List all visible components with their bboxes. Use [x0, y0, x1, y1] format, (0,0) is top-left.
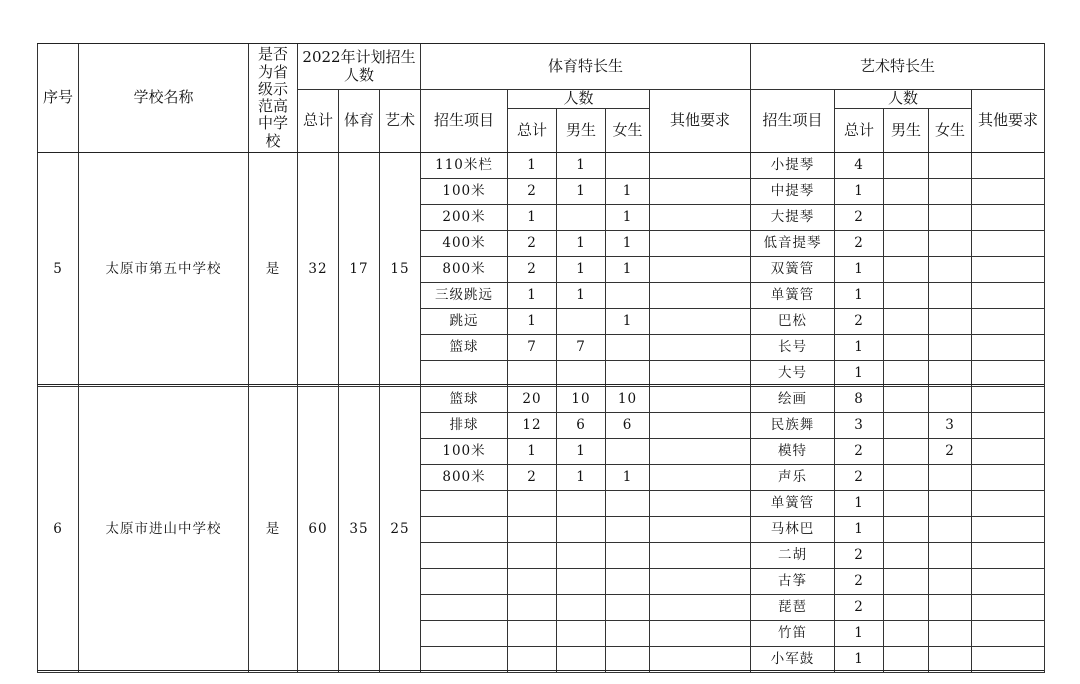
- sports-other-cell: [650, 205, 751, 231]
- sports-male-cell: 1: [557, 257, 606, 283]
- sports-male-cell: [557, 361, 606, 387]
- sports-other-cell: [650, 283, 751, 309]
- sports-other-cell: [650, 465, 751, 491]
- sports-specialty-header: 体育特长生: [421, 44, 751, 90]
- sports-project-cell: 400米: [421, 231, 508, 257]
- art-other-cell: [972, 465, 1045, 491]
- art-headcount-header: 人数: [835, 90, 972, 109]
- sports-male-cell: [557, 543, 606, 569]
- art-total-cell: 2: [835, 595, 884, 621]
- sports-total-cell: 7: [508, 335, 557, 361]
- sports-project-cell: 排球: [421, 413, 508, 439]
- sports-project-cell: 三级跳远: [421, 283, 508, 309]
- sports-female-cell: [606, 361, 650, 387]
- sports-male-cell: [557, 569, 606, 595]
- sports-male-cell: 1: [557, 179, 606, 205]
- sports-female-cell: 6: [606, 413, 650, 439]
- sports-other-cell: [650, 595, 751, 621]
- sports-male-cell: [557, 595, 606, 621]
- art-project-cell: 单簧管: [751, 283, 835, 309]
- sports-female-cell: [606, 647, 650, 673]
- art-male-cell: [884, 647, 929, 673]
- art-other-cell: [972, 595, 1045, 621]
- sports-male-cell: [557, 491, 606, 517]
- art-female-cell: 3: [929, 413, 972, 439]
- art-project-cell: 低音提琴: [751, 231, 835, 257]
- sports-male-cell: [557, 309, 606, 335]
- sports-other-req-header: 其他要求: [650, 90, 751, 153]
- sports-female-cell: [606, 595, 650, 621]
- art-female-cell: [929, 231, 972, 257]
- enrollment-table: [37, 43, 1045, 673]
- art-male-cell: [884, 309, 929, 335]
- art-project-cell: 中提琴: [751, 179, 835, 205]
- sports-project-cell: [421, 595, 508, 621]
- art-male-cell: [884, 335, 929, 361]
- sports-female-cell: [606, 491, 650, 517]
- sports-female-cell: 1: [606, 231, 650, 257]
- art-male-cell: [884, 413, 929, 439]
- art-project-cell: 绘画: [751, 387, 835, 413]
- art-female-cell: [929, 517, 972, 543]
- sports-total-cell: 1: [508, 439, 557, 465]
- art-total-cell: 2: [835, 205, 884, 231]
- sports-other-cell: [650, 231, 751, 257]
- sports-female-cell: 1: [606, 179, 650, 205]
- art-project-cell: 单簧管: [751, 491, 835, 517]
- art-other-cell: [972, 309, 1045, 335]
- plan-total-header: 总计: [298, 90, 339, 153]
- plan-art-cell: 25: [380, 387, 421, 673]
- art-other-cell: [972, 335, 1045, 361]
- art-male-cell: [884, 569, 929, 595]
- sports-male-cell: 1: [557, 153, 606, 179]
- sports-other-cell: [650, 387, 751, 413]
- header-bottom-rule: [37, 152, 1044, 153]
- school-name-header: 学校名称: [79, 44, 249, 153]
- sports-female-cell: 1: [606, 309, 650, 335]
- sports-total-cell: 1: [508, 283, 557, 309]
- sports-total-cell: 1: [508, 309, 557, 335]
- art-female-cell: [929, 569, 972, 595]
- art-total-header: 总计: [835, 109, 884, 153]
- table-row: [38, 387, 1045, 413]
- sports-male-cell: 1: [557, 465, 606, 491]
- sports-other-cell: [650, 569, 751, 595]
- sports-male-cell: 1: [557, 439, 606, 465]
- art-total-cell: 1: [835, 335, 884, 361]
- art-male-cell: [884, 387, 929, 413]
- art-specialty-header: 艺术特长生: [751, 44, 1045, 90]
- art-other-cell: [972, 387, 1045, 413]
- sports-project-cell: [421, 569, 508, 595]
- art-male-cell: [884, 621, 929, 647]
- art-project-cell: 竹笛: [751, 621, 835, 647]
- school-divider-rule: [37, 384, 1044, 385]
- plan-sports-cell: 35: [339, 387, 380, 673]
- art-total-cell: 2: [835, 439, 884, 465]
- art-other-cell: [972, 517, 1045, 543]
- table-row: [38, 153, 1045, 179]
- sports-other-cell: [650, 491, 751, 517]
- art-other-cell: [972, 413, 1045, 439]
- plan-total-cell: 32: [298, 153, 339, 387]
- art-project-cell: 琵琶: [751, 595, 835, 621]
- art-project-cell: 民族舞: [751, 413, 835, 439]
- sports-project-cell: [421, 647, 508, 673]
- sports-total-cell: [508, 517, 557, 543]
- sports-female-cell: [606, 153, 650, 179]
- art-total-cell: 2: [835, 309, 884, 335]
- bottom-border-rule: [37, 670, 1044, 671]
- art-total-cell: 2: [835, 465, 884, 491]
- sports-project-header: 招生项目: [421, 90, 508, 153]
- sports-male-cell: [557, 621, 606, 647]
- seq-header: 序号: [38, 44, 79, 153]
- plan-total-cell: 60: [298, 387, 339, 673]
- art-project-cell: 双簧管: [751, 257, 835, 283]
- art-male-cell: [884, 361, 929, 387]
- plan-sports-header: 体育: [339, 90, 380, 153]
- is-model-cell: 是: [249, 153, 298, 387]
- art-project-header: 招生项目: [751, 90, 835, 153]
- art-female-cell: [929, 179, 972, 205]
- sports-project-cell: 800米: [421, 257, 508, 283]
- art-other-req-header: 其他要求: [972, 90, 1045, 153]
- sports-other-cell: [650, 647, 751, 673]
- sports-male-cell: 10: [557, 387, 606, 413]
- sports-female-cell: [606, 283, 650, 309]
- sports-total-cell: 1: [508, 153, 557, 179]
- sports-project-cell: [421, 621, 508, 647]
- sports-headcount-header: 人数: [508, 90, 650, 109]
- sports-project-cell: [421, 543, 508, 569]
- art-other-cell: [972, 543, 1045, 569]
- art-project-cell: 模特: [751, 439, 835, 465]
- art-total-cell: 1: [835, 179, 884, 205]
- art-project-cell: 古筝: [751, 569, 835, 595]
- art-total-cell: 1: [835, 491, 884, 517]
- sports-other-cell: [650, 309, 751, 335]
- sports-other-cell: [650, 543, 751, 569]
- art-male-cell: [884, 543, 929, 569]
- sports-male-header: 男生: [557, 109, 606, 153]
- seq-cell: 5: [38, 153, 79, 387]
- art-other-cell: [972, 439, 1045, 465]
- sports-female-cell: [606, 439, 650, 465]
- art-male-cell: [884, 153, 929, 179]
- seq-cell: 6: [38, 387, 79, 673]
- art-other-cell: [972, 179, 1045, 205]
- sports-female-cell: 1: [606, 465, 650, 491]
- sports-other-cell: [650, 153, 751, 179]
- sports-male-cell: [557, 647, 606, 673]
- plan-art-header: 艺术: [380, 90, 421, 153]
- is-model-school-header: 是否为省级示范高中学校: [249, 44, 298, 153]
- art-project-cell: 小军鼓: [751, 647, 835, 673]
- art-female-cell: [929, 283, 972, 309]
- art-project-cell: 大号: [751, 361, 835, 387]
- art-female-cell: [929, 309, 972, 335]
- is-model-cell: 是: [249, 387, 298, 673]
- art-female-cell: [929, 595, 972, 621]
- plan-art-cell: 15: [380, 153, 421, 387]
- art-other-cell: [972, 491, 1045, 517]
- art-total-cell: 1: [835, 361, 884, 387]
- art-other-cell: [972, 621, 1045, 647]
- art-other-cell: [972, 361, 1045, 387]
- sports-project-cell: 200米: [421, 205, 508, 231]
- art-female-header: 女生: [929, 109, 972, 153]
- art-other-cell: [972, 153, 1045, 179]
- sports-male-cell: 1: [557, 283, 606, 309]
- sports-male-cell: [557, 205, 606, 231]
- sports-female-cell: [606, 569, 650, 595]
- sports-total-cell: 2: [508, 465, 557, 491]
- plan-sports-cell: 17: [339, 153, 380, 387]
- sports-other-cell: [650, 335, 751, 361]
- art-total-cell: 3: [835, 413, 884, 439]
- sports-female-cell: [606, 517, 650, 543]
- sports-male-cell: [557, 517, 606, 543]
- art-project-cell: 长号: [751, 335, 835, 361]
- art-other-cell: [972, 257, 1045, 283]
- art-female-cell: [929, 491, 972, 517]
- art-female-cell: [929, 205, 972, 231]
- art-female-cell: [929, 335, 972, 361]
- sports-project-cell: 100米: [421, 179, 508, 205]
- sports-total-cell: [508, 491, 557, 517]
- top-border-rule: [37, 43, 1044, 44]
- art-male-cell: [884, 465, 929, 491]
- art-total-cell: 1: [835, 621, 884, 647]
- table-body: [38, 153, 1045, 673]
- sports-male-cell: 1: [557, 231, 606, 257]
- sports-male-cell: 7: [557, 335, 606, 361]
- sports-total-cell: [508, 543, 557, 569]
- art-male-cell: [884, 491, 929, 517]
- sports-total-cell: [508, 647, 557, 673]
- sports-female-cell: 10: [606, 387, 650, 413]
- sports-project-cell: [421, 517, 508, 543]
- art-female-cell: [929, 543, 972, 569]
- sports-other-cell: [650, 439, 751, 465]
- sports-female-header: 女生: [606, 109, 650, 153]
- sports-female-cell: 1: [606, 257, 650, 283]
- sports-total-cell: 20: [508, 387, 557, 413]
- sports-project-cell: 110米栏: [421, 153, 508, 179]
- sports-project-cell: 800米: [421, 465, 508, 491]
- sports-total-cell: 2: [508, 257, 557, 283]
- sports-total-cell: 12: [508, 413, 557, 439]
- sports-project-cell: 100米: [421, 439, 508, 465]
- sports-total-cell: 2: [508, 231, 557, 257]
- art-total-cell: 1: [835, 517, 884, 543]
- art-female-cell: [929, 621, 972, 647]
- art-female-cell: [929, 647, 972, 673]
- sports-total-cell: 2: [508, 179, 557, 205]
- art-total-cell: 4: [835, 153, 884, 179]
- sports-female-cell: [606, 621, 650, 647]
- sports-female-cell: [606, 543, 650, 569]
- art-female-cell: [929, 257, 972, 283]
- plan-2022-header: 2022年计划招生人数: [298, 44, 421, 90]
- art-male-cell: [884, 231, 929, 257]
- art-total-cell: 1: [835, 647, 884, 673]
- art-other-cell: [972, 283, 1045, 309]
- art-male-cell: [884, 179, 929, 205]
- art-other-cell: [972, 647, 1045, 673]
- art-total-cell: 1: [835, 283, 884, 309]
- art-project-cell: 声乐: [751, 465, 835, 491]
- sports-other-cell: [650, 179, 751, 205]
- art-total-cell: 1: [835, 257, 884, 283]
- art-male-cell: [884, 595, 929, 621]
- art-female-cell: [929, 153, 972, 179]
- art-total-cell: 2: [835, 569, 884, 595]
- art-female-cell: [929, 387, 972, 413]
- sports-other-cell: [650, 413, 751, 439]
- art-project-cell: 小提琴: [751, 153, 835, 179]
- school-name-cell: 太原市第五中学校: [79, 153, 249, 387]
- sports-other-cell: [650, 361, 751, 387]
- art-male-cell: [884, 439, 929, 465]
- sports-total-cell: [508, 361, 557, 387]
- art-project-cell: 巴松: [751, 309, 835, 335]
- sports-project-cell: 篮球: [421, 387, 508, 413]
- sports-other-cell: [650, 517, 751, 543]
- sports-total-cell: [508, 595, 557, 621]
- sports-project-cell: [421, 491, 508, 517]
- art-male-header: 男生: [884, 109, 929, 153]
- sports-project-cell: [421, 361, 508, 387]
- art-total-cell: 2: [835, 543, 884, 569]
- sports-total-cell: 1: [508, 205, 557, 231]
- sports-total-cell: [508, 569, 557, 595]
- art-other-cell: [972, 205, 1045, 231]
- sports-project-cell: 篮球: [421, 335, 508, 361]
- sports-total-header: 总计: [508, 109, 557, 153]
- art-other-cell: [972, 231, 1045, 257]
- art-total-cell: 8: [835, 387, 884, 413]
- art-project-cell: 马林巴: [751, 517, 835, 543]
- art-project-cell: 大提琴: [751, 205, 835, 231]
- art-other-cell: [972, 569, 1045, 595]
- art-male-cell: [884, 257, 929, 283]
- sports-other-cell: [650, 621, 751, 647]
- school-name-cell: 太原市进山中学校: [79, 387, 249, 673]
- art-male-cell: [884, 205, 929, 231]
- art-total-cell: 2: [835, 231, 884, 257]
- art-male-cell: [884, 283, 929, 309]
- sports-other-cell: [650, 257, 751, 283]
- sports-male-cell: 6: [557, 413, 606, 439]
- sports-female-cell: [606, 335, 650, 361]
- art-female-cell: 2: [929, 439, 972, 465]
- art-female-cell: [929, 361, 972, 387]
- table-header: [38, 44, 1045, 153]
- art-male-cell: [884, 517, 929, 543]
- art-female-cell: [929, 465, 972, 491]
- sports-total-cell: [508, 621, 557, 647]
- sports-female-cell: 1: [606, 205, 650, 231]
- sports-project-cell: 跳远: [421, 309, 508, 335]
- art-project-cell: 二胡: [751, 543, 835, 569]
